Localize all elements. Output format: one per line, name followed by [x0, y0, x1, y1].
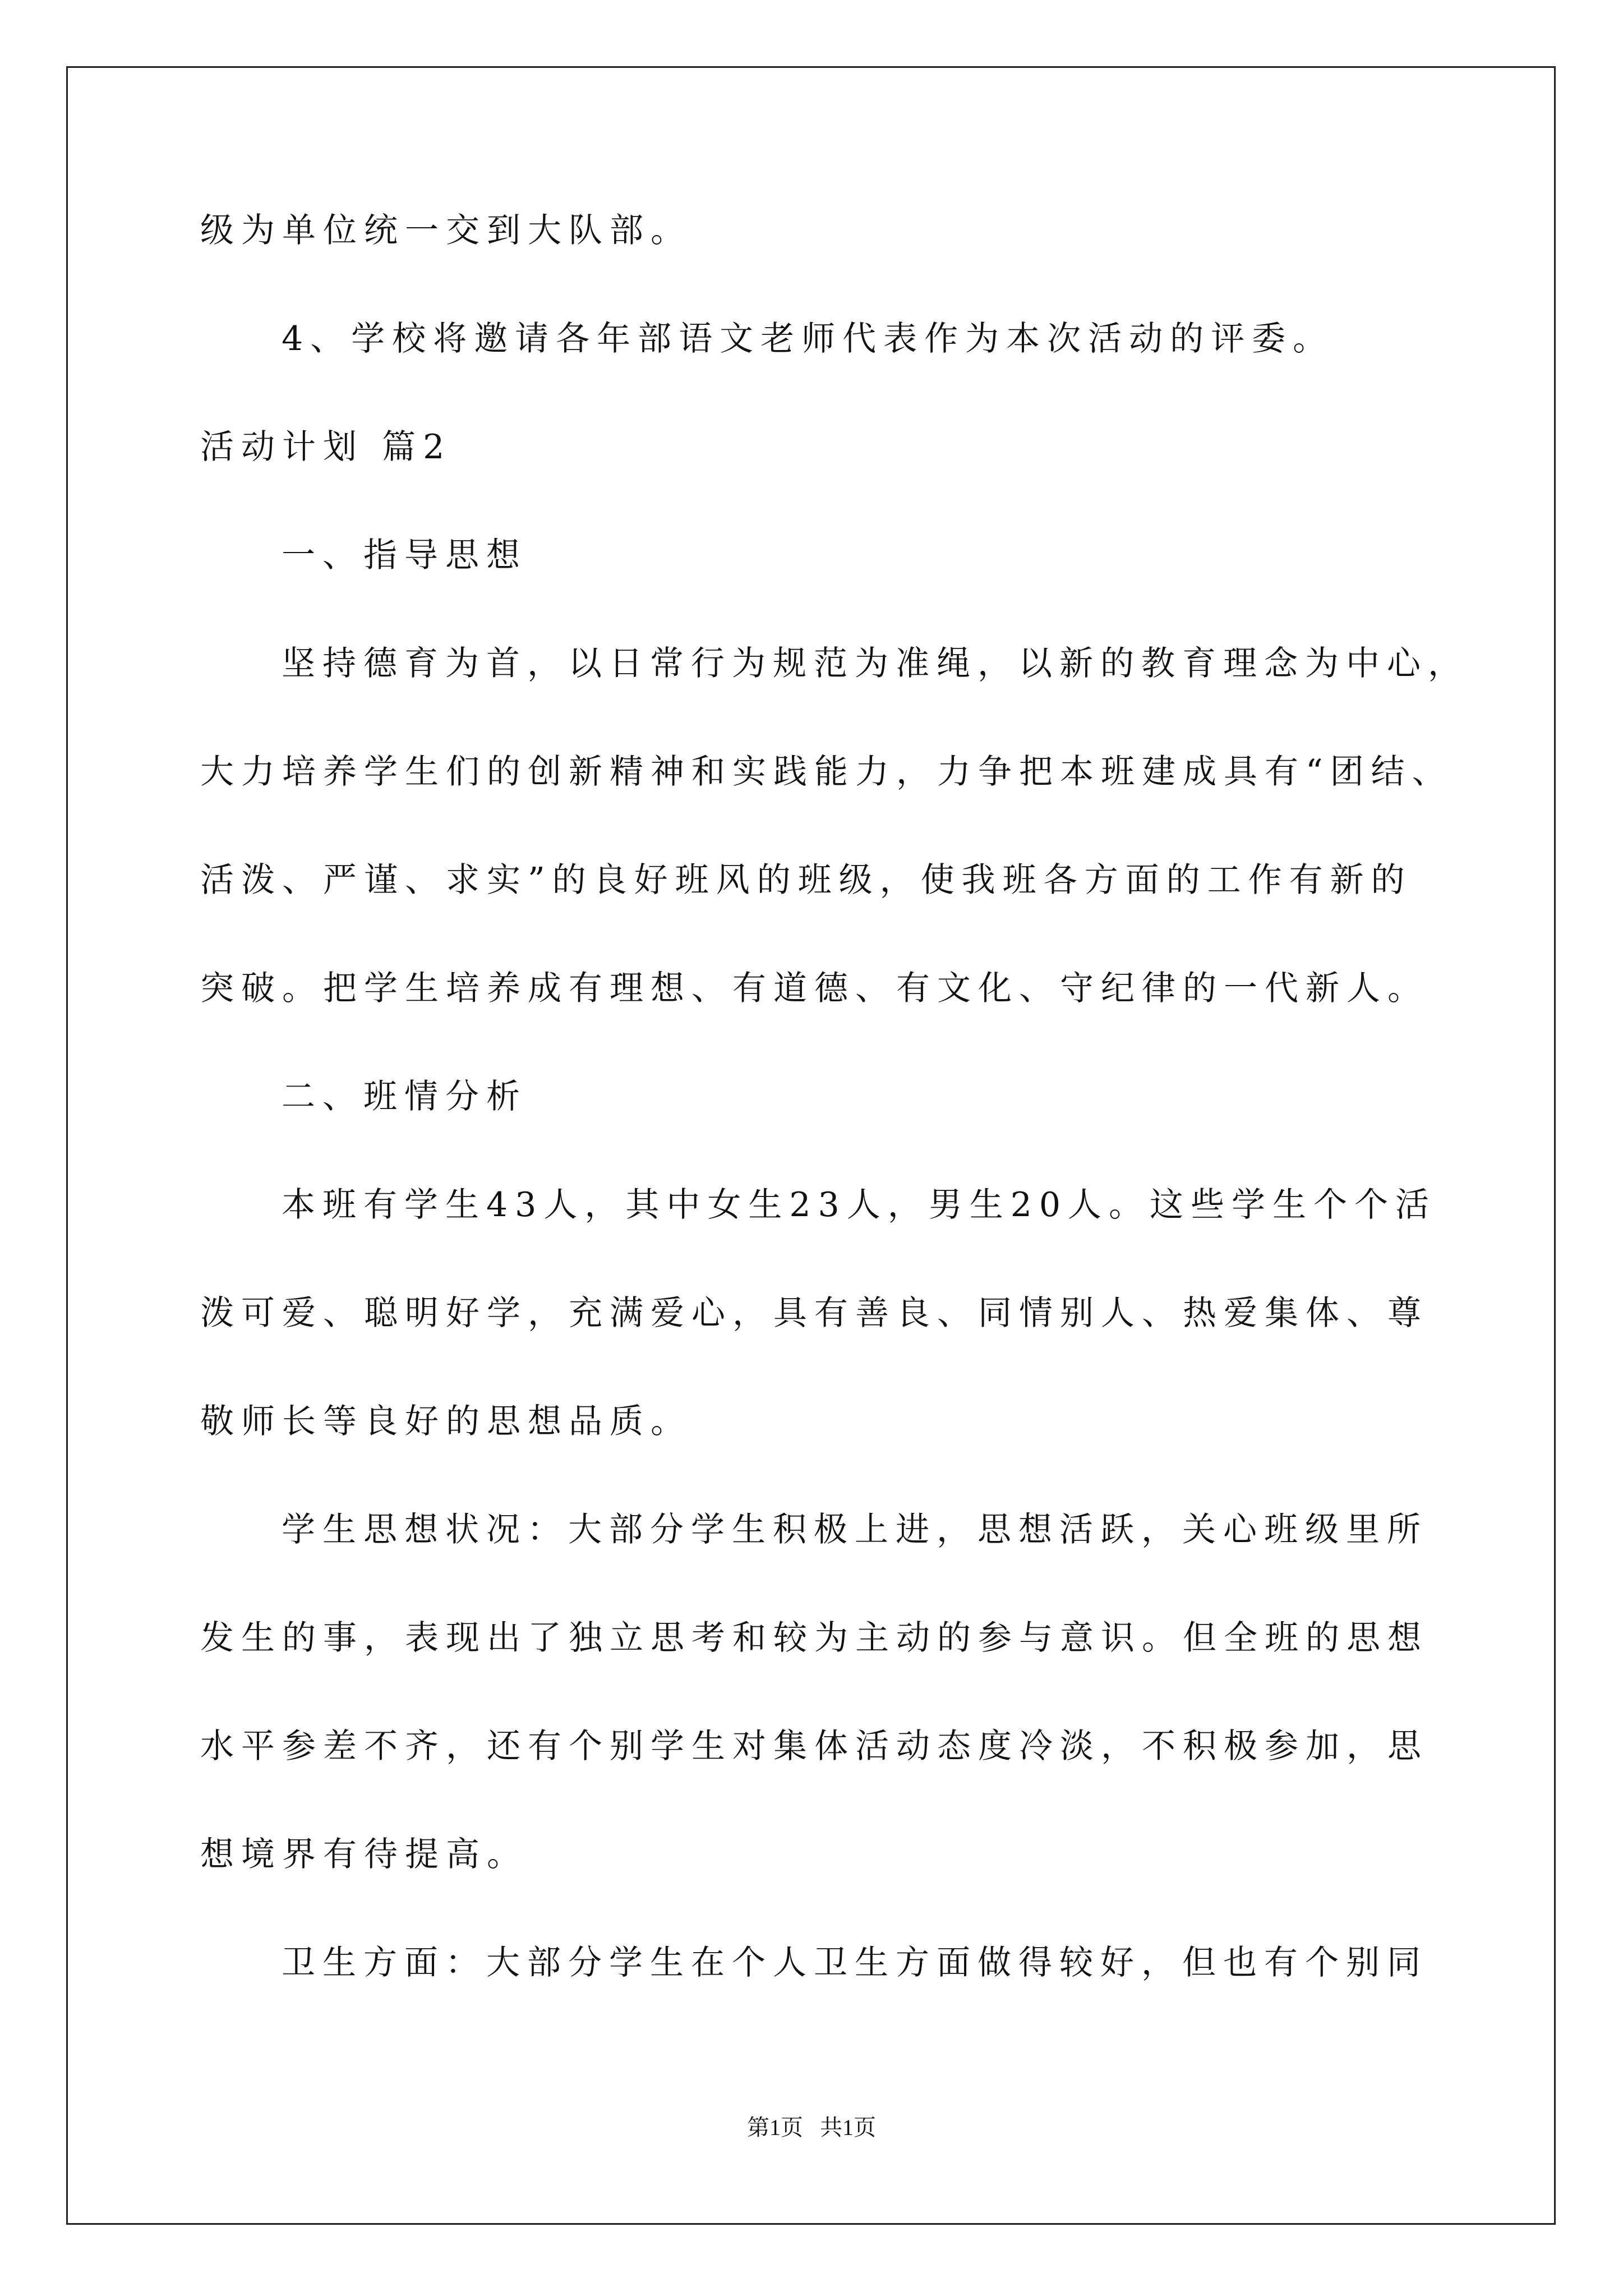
text-line-16: 想境界有待提高。	[200, 1835, 528, 1874]
text-line-15: 水平参差不齐，还有个别学生对集体活动态度冷淡，不积极参加，思	[200, 1727, 1428, 1766]
text-line-12: 敬师长等良好的思想品质。	[200, 1402, 691, 1441]
document-body	[200, 209, 1469, 2049]
subheading-class-analysis: 二、班情分析	[282, 1077, 527, 1116]
page-number-footer: 第1页 共1页	[747, 2115, 876, 2140]
text-line-6: 大力培养学生们的创新精神和实践能力，力争把本班建成具有“团结、	[200, 752, 1453, 792]
text-line-5: 坚持德育为首，以日常行为规范为准绳，以新的教育理念为中心，	[282, 644, 1469, 683]
text-line-2: 4、学校将邀请各年部语文老师代表作为本次活动的评委。	[282, 319, 1334, 358]
text-line-1: 级为单位统一交到大队部。	[200, 211, 691, 250]
text-line-14: 发生的事，表现出了独立思考和较为主动的参与意识。但全班的思想	[200, 1618, 1428, 1658]
text-line-11: 泼可爱、聪明好学，充满爱心，具有善良、同情别人、热爱集体、尊	[200, 1294, 1428, 1333]
text-line-10: 本班有学生43人，其中女生23人，男生20人。这些学生个个活	[282, 1185, 1437, 1225]
text-line-8: 突破。把学生培养成有理想、有道德、有文化、守纪律的一代新人。	[200, 969, 1428, 1008]
text-line-13: 学生思想状况：大部分学生积极上进，思想活跃，关心班级里所	[282, 1510, 1428, 1549]
text-line-7: 活泼、严谨、求实”的良好班风的班级，使我班各方面的工作有新的	[200, 861, 1412, 900]
section-heading: 活动计划 篇2	[200, 427, 452, 467]
text-line-17: 卫生方面：大部分学生在个人卫生方面做得较好，但也有个别同	[282, 1943, 1428, 1982]
subheading-guiding-thought: 一、指导思想	[282, 536, 527, 575]
